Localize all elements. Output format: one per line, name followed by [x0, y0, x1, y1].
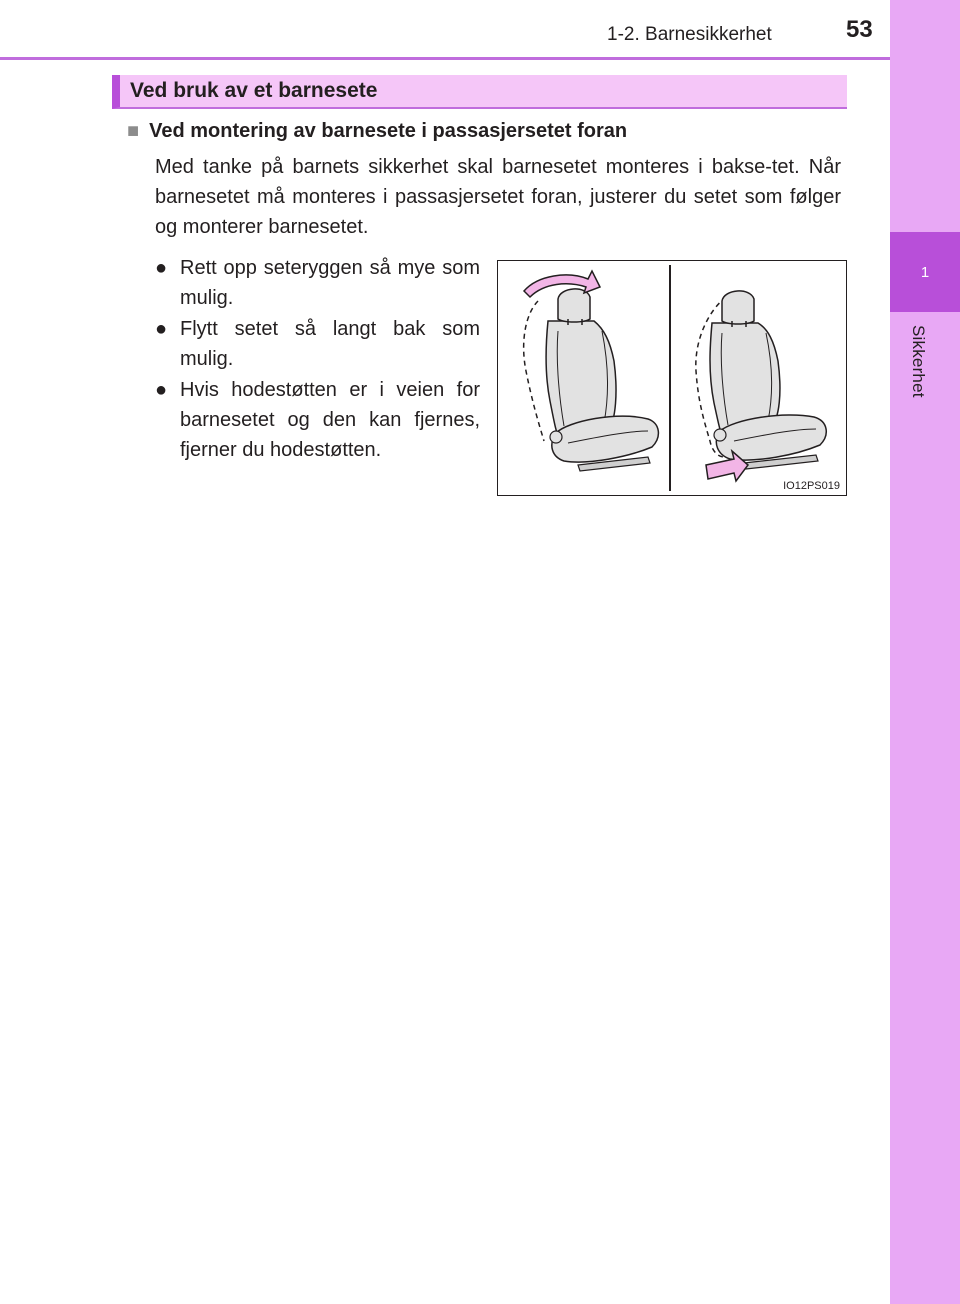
bullet-text: Flytt setet så langt bak som mulig.	[180, 318, 480, 370]
seat-illustration	[497, 260, 847, 496]
bullet-item	[155, 375, 480, 465]
bullet-text: Hvis hodestøtten er i veien for barnesetet og den kan fjernes, fjerner du hodestøtten.	[180, 379, 480, 461]
chapter-label: Sikkerhet	[909, 325, 928, 398]
seat-left-icon	[524, 271, 659, 471]
section-title: 1-2. Barnesikkerhet	[607, 24, 772, 45]
bullet-dot-icon: ●	[155, 379, 168, 401]
section-heading	[112, 75, 847, 109]
figure-code: IO12PS019	[783, 480, 840, 492]
subheading-text: Ved montering av barnesete i passasjersetet foran	[149, 120, 628, 142]
bullet-dot-icon: ●	[155, 318, 168, 340]
bullet-item	[155, 314, 480, 374]
side-strip	[890, 0, 960, 1304]
seat-adjustment-drawing	[498, 261, 846, 495]
chapter-tab[interactable]	[890, 232, 960, 312]
square-bullet-icon: ■	[127, 120, 140, 142]
bullet-text: Rett opp seteryggen så mye som mulig.	[180, 257, 480, 309]
page-number: 53	[846, 16, 873, 43]
seat-right-icon	[696, 291, 826, 481]
bullet-dot-icon: ●	[155, 257, 168, 279]
chapter-number: 1	[920, 263, 930, 281]
section-heading-text: Ved bruk av et barnesete	[130, 79, 378, 102]
header-divider	[0, 57, 890, 60]
bullet-item	[155, 253, 480, 313]
body-paragraph: Med tanke på barnets sikkerhet skal barnesetet monteres i bakse-tet. Når barnesetet må monteres i passasjersetet foran, justerer du setet som følger og monterer barnesetet.	[155, 156, 841, 238]
subheading	[127, 120, 627, 143]
